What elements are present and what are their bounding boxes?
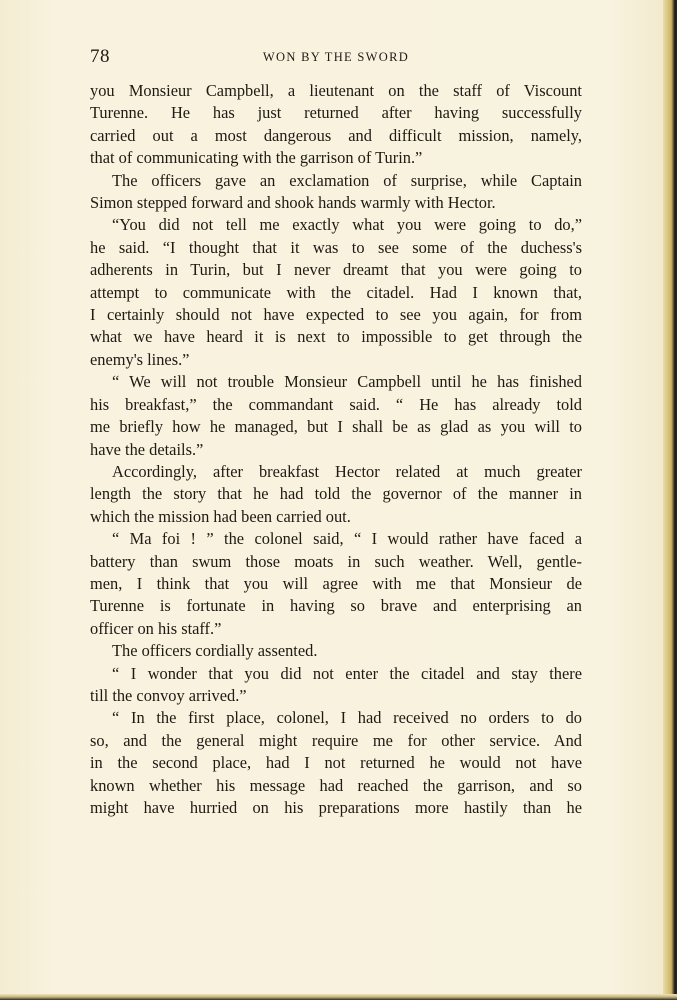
page-header	[90, 46, 582, 70]
text-line: which the mission had been carried out.	[90, 506, 351, 526]
text-line: till the convoy arrived.”	[90, 685, 247, 705]
text-line: enemy's lines.”	[90, 349, 190, 369]
text-line: carried out a most dangerous and difficult mission, namely,	[90, 125, 582, 145]
text-line: battery than swum those moats in such weather. Well, gentle-	[90, 551, 582, 571]
text-line: “ I wonder that you did not enter the citadel and stay there	[112, 663, 582, 683]
running-title: WON BY THE SWORD	[262, 50, 410, 64]
text-line: The officers cordially assented.	[112, 641, 318, 661]
text-line: his breakfast,” the commandant said. “ He has already told	[90, 394, 582, 414]
text-line: adherents in Turin, but I never dreamt that you were going to	[90, 260, 582, 280]
text-line: Accordingly, after breakfast Hector related at much greater	[112, 461, 582, 481]
page-number: 78	[90, 46, 110, 67]
text-line: what we have heard it is next to impossible to get through the	[90, 327, 582, 347]
text-line: “You did not tell me exactly what you were going to do,”	[112, 215, 582, 235]
text-line: “ In the first place, colonel, I had received no orders to do	[112, 708, 582, 728]
text-line: he said. “I thought that it was to see some of the duchess's	[90, 237, 582, 257]
text-line: have the details.”	[90, 439, 204, 459]
text-line: known whether his message had reached the garrison, and so	[90, 775, 582, 795]
text-line: The officers gave an exclamation of surprise, while Captain	[112, 170, 582, 190]
text-line: officer on his staff.”	[90, 618, 222, 638]
text-line: Simon stepped forward and shook hands warmly with Hector.	[90, 193, 496, 213]
body-text	[90, 80, 582, 819]
text-line: “ We will not trouble Monsieur Campbell until he has finished	[112, 372, 582, 392]
text-line: in the second place, had I not returned he would not have	[90, 753, 582, 773]
book-spine-edge	[663, 0, 677, 1000]
text-line: you Monsieur Campbell, a lieutenant on the staff of Viscount	[90, 81, 582, 100]
text-line: Turenne is fortunate in having so brave and enterprising an	[90, 596, 582, 616]
text-line: me briefly how he managed, but I shall be as glad as you will to	[90, 417, 582, 437]
text-line: that of communicating with the garrison of Turin.”	[90, 148, 423, 168]
text-line: length the story that he had told the governor of the manner in	[90, 484, 582, 504]
page-bottom-edge	[0, 994, 677, 1000]
text-line: men, I think that you will agree with me that Monsieur de	[90, 573, 582, 593]
text-line: might have hurried on his preparations more hastily than he	[90, 798, 582, 817]
text-line: attempt to communicate with the citadel. Had I known that,	[90, 282, 582, 302]
text-line: “ Ma foi ! ” the colonel said, “ I would rather have faced a	[112, 529, 582, 549]
text-line: so, and the general might require me for other service. And	[90, 730, 582, 750]
text-line: I certainly should not have expected to see you again, for from	[90, 305, 582, 325]
text-line: Turenne. He has just returned after having successfully	[90, 103, 582, 123]
